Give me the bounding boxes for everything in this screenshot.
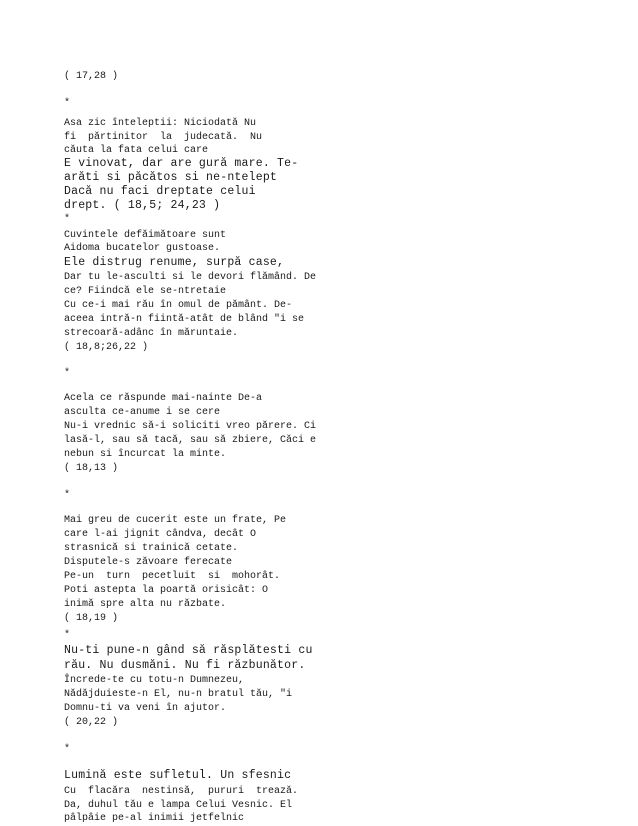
text-line: Dacă nu faci dreptate celui (64, 185, 256, 198)
separator-asterisk: * (64, 490, 71, 501)
text-line: nebun si încurcat la minte. (64, 449, 227, 460)
text-line: Domnu-ti va veni în ajutor. (64, 703, 227, 714)
reference-line: ( 17,28 ) (64, 71, 119, 82)
text-line: asculta ce-anume i se cere (64, 407, 221, 418)
text-line: Nu-ti pune-n gând să răsplătesti cu (64, 644, 313, 657)
text-line: pâlpâie pe-al inimii jetfelnic (64, 813, 245, 824)
text-line: Disputele-s zăvoare ferecate (64, 557, 233, 568)
text-line: Aidoma bucatelor gustoase. (64, 243, 221, 254)
text-line: Cuvintele defăimătoare sunt (64, 230, 227, 241)
separator-asterisk: * (64, 214, 71, 225)
text-line: Încrede-te cu totu-n Dumnezeu, (64, 675, 245, 686)
text-line: Cu flacăra nestinsă, pururi trează. (64, 786, 299, 797)
text-line: aceea intră-n fiintă-atât de blând "i se (64, 314, 305, 325)
separator-asterisk: * (64, 98, 71, 109)
text-line: căuta la fata celui care (64, 145, 209, 156)
text-line: Da, duhul tău e lampa Celui Vesnic. El (64, 800, 293, 811)
text-line: Cu ce-i mai rău în omul de pământ. De- (64, 300, 293, 311)
reference-line: ( 18,13 ) (64, 463, 119, 474)
text-line: Nădăjduieste-n El, nu-n bratul tău, "i (64, 689, 293, 700)
separator-asterisk: * (64, 368, 71, 379)
text-line: strecoară-adânc în măruntaie. (64, 328, 239, 339)
text-line: Mai greu de cucerit este un frate, Pe (64, 515, 287, 526)
text-line: Lumină este sufletul. Un sfesnic (64, 769, 292, 782)
text-line: Asa zic înteleptii: Niciodată Nu (64, 118, 257, 129)
reference-line: ( 18,8;26,22 ) (64, 342, 149, 353)
reference-line: ( 20,22 ) (64, 717, 119, 728)
reference-line: ( 18,19 ) (64, 613, 119, 624)
text-line: Nu-i vrednic să-i soliciti vreo părere. Ci (64, 421, 317, 432)
reference-line: drept. ( 18,5; 24,23 ) (64, 199, 221, 212)
text-line: rău. Nu dusmăni. Nu fi răzbunător. (64, 659, 306, 672)
text-line: Ele distrug renume, surpă case, (64, 256, 285, 269)
text-line: Pe-un turn pecetluit si mohorât. (64, 571, 281, 582)
text-line: Poti astepta la poartă orisicât: O (64, 585, 269, 596)
text-line: Acela ce răspunde mai-nainte De-a (64, 393, 263, 404)
text-line: Dar tu le-asculti si le devori flămând. De (64, 272, 317, 283)
text-line: arăti si păcătos si ne-ntelept (64, 171, 278, 184)
separator-asterisk: * (64, 744, 71, 755)
text-line: care l-ai jignit cândva, decât O (64, 529, 257, 540)
text-line: ce? Fiindcă ele se-ntretaie (64, 286, 227, 297)
text-line: E vinovat, dar are gură mare. Te- (64, 157, 299, 170)
separator-asterisk: * (64, 630, 71, 641)
text-line: strasnică si trainică cetate. (64, 543, 239, 554)
text-line: fi părtinitor la judecată. Nu (64, 132, 263, 143)
text-line: lasă-l, sau să tacă, sau să zbiere, Căci e (64, 435, 317, 446)
text-line: inimă spre alta nu răzbate. (64, 599, 227, 610)
